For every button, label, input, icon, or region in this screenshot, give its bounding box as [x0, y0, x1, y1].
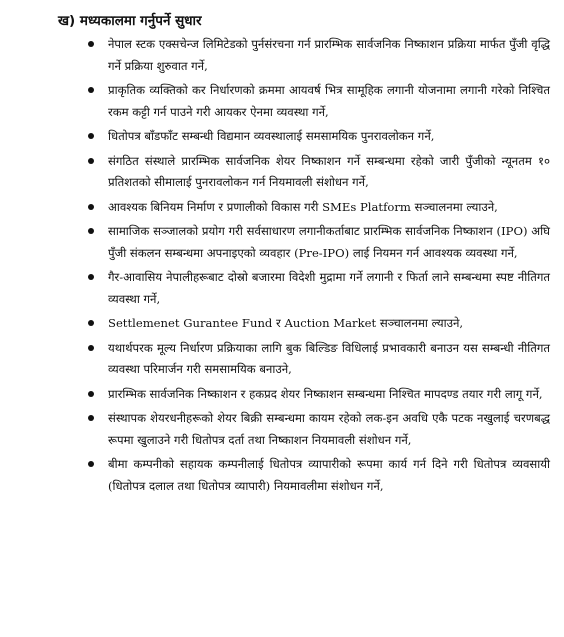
list-item: [108, 126, 550, 148]
list-item-text: संस्थापक शेयरधनीहरूको शेयर बिक्री सम्बन्धमा कायम रहेको लक-इन अवधि एकै पटक नखुलाई चरणबद्ध रूपमा खुलाउने गरी धितोपत्र दर्ता तथा निष्काशन नियमावली संशोधन गर्ने,: [108, 411, 550, 447]
list-item-text: यथार्थपरक मूल्य निर्धारण प्रक्रियाका लागि बुक बिल्डिङ विधिलाई प्रभावकारी बनाउन यस सम्बन्धी नीतिगत व्यवस्था परिमार्जन गरी समसामयिक बनाउने,: [108, 340, 550, 376]
list-item: [108, 197, 550, 219]
bullet-icon: [88, 204, 94, 210]
list-item-text: गैर-आवासिय नेपालीहरूबाट दोस्रो बजारमा विदेशी मुद्रामा गर्ने लगानी र फिर्ता लाने सम्बन्धमा स्पष्ट नीतिगत व्यवस्था गर्ने,: [108, 270, 550, 306]
list-item-text: धितोपत्र बाँडफाँट सम्बन्धी विद्यमान व्यवस्थालाई समसामयिक पुनरावलोकन गर्ने,: [108, 129, 435, 143]
list-item: [108, 151, 550, 194]
list-item: [108, 454, 550, 497]
list-item: [108, 313, 550, 335]
reform-list: [58, 34, 550, 497]
list-item-text: प्रारम्भिक सार्वजनिक निष्काशन र हकप्रद शेयर निष्काशन सम्बन्धमा निश्चित मापदण्ड तयार गरी लागू गर्ने,: [108, 386, 543, 401]
bullet-icon: [88, 415, 94, 421]
bullet-icon: [88, 320, 94, 326]
list-item-text: बीमा कम्पनीको सहायक कम्पनीलाई धितोपत्र व्यापारीको रूपमा कार्य गर्न दिने गरी धितोपत्र व्यवसायी (धितोपत्र दलाल तथा धितोपत्र व्यापारी) नियमावलीमा संशोधन गर्ने,: [108, 457, 550, 493]
bullet-icon: [88, 41, 94, 47]
list-item: [108, 80, 550, 123]
bullet-icon: [88, 274, 94, 280]
list-item: [108, 338, 550, 381]
bullet-icon: [88, 158, 94, 164]
list-item: [108, 221, 550, 264]
bullet-icon: [88, 461, 94, 467]
list-item-text: Settlemenet Gurantee Fund र Auction Market सञ्चालनमा ल्याउने,: [108, 316, 464, 330]
list-item-text: प्राकृतिक व्यक्तिको कर निर्धारणको क्रममा आयवर्ष भित्र सामूहिक लगानी योजनामा लगानी गरेको निश्चित रकम कट्टी गर्न पाउने गरी आयकर ऐनमा व्यवस्था गर्ने,: [108, 83, 550, 119]
bullet-icon: [88, 391, 94, 397]
list-item-text: सामाजिक सञ्जालको प्रयोग गरी सर्वसाधारण लगानीकर्ताबाट प्रारम्भिक सार्वजनिक निष्काशन (IPO) अघि पुँजी संकलन सम्बन्धमा अपनाइएको व्यवहार (Pre-IPO) लाई नियमन गर्न आवश्यक व्यवस्था गर्ने,: [108, 224, 550, 260]
list-item: [108, 408, 550, 451]
list-item-text: आवश्यक बिनियम निर्माण र प्रणालीको विकास गरी SMEs Platform सञ्चालनमा ल्याउने,: [108, 199, 498, 214]
list-item: [108, 384, 550, 406]
section-heading: ख) मध्यकालमा गर्नुपर्ने सुधार: [58, 13, 202, 29]
bullet-icon: [88, 228, 94, 234]
bullet-icon: [88, 345, 94, 351]
list-item-text: नेपाल स्टक एक्सचेन्ज लिमिटेडको पुर्नसंरचना गर्न प्रारम्भिक सार्वजनिक निष्काशन प्रक्रिया मार्फत पुँजी वृद्धि गर्ने प्रक्रिया शुरुवात गर्ने,: [108, 37, 550, 73]
bullet-icon: [88, 87, 94, 93]
list-item: [108, 34, 550, 77]
bullet-icon: [88, 133, 94, 139]
list-item: [108, 267, 550, 310]
list-item-text: संगठित संस्थाले प्रारम्भिक सार्वजनिक शेयर निष्काशन गर्ने सम्बन्धमा रहेको जारी पुँजीको न्यूनतम १० प्रतिशतको सीमालाई पुनरावलोकन गर्न नियमावली संशोधन गर्ने,: [108, 153, 550, 189]
